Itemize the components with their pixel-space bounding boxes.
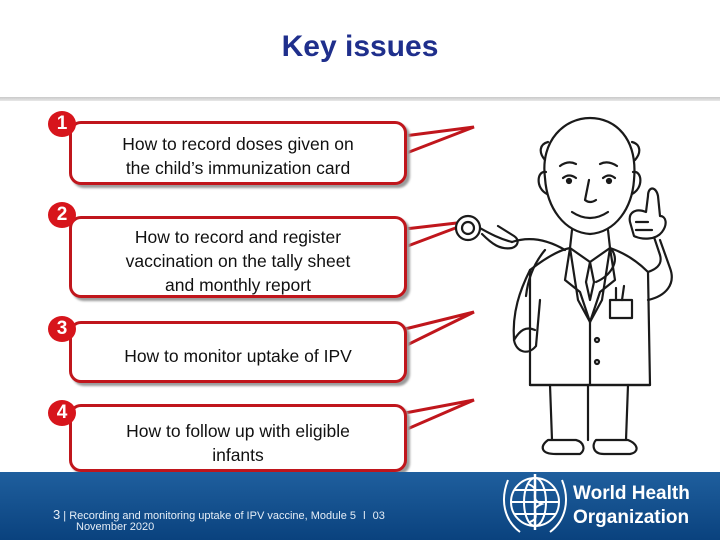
footer-date: November 2020 [76, 521, 155, 533]
issue-2-line-3: and monthly report [165, 275, 311, 295]
issue-number-3: 3 [48, 316, 76, 342]
footer-separator-2: l [363, 510, 366, 522]
issue-3-line-1: How to monitor uptake of IPV [124, 346, 352, 366]
who-logo-line-1: World Health [573, 483, 690, 504]
issue-number-2: 2 [48, 202, 76, 228]
issue-2-line-1: How to record and register [134, 227, 342, 247]
footer-separator: | [63, 510, 67, 522]
issue-1-line-1: How to record doses given on [122, 134, 354, 154]
issue-number-4: 4 [48, 400, 76, 426]
issue-4-line-1: How to follow up with eligible [126, 421, 350, 441]
footer-module-title: Recording and monitoring uptake of IPV vaccine, Module 5 [69, 510, 356, 522]
issue-number-1: 1 [48, 111, 76, 137]
who-logo-line-2: Organization [573, 507, 690, 528]
footer-module-code: 03 [372, 510, 385, 522]
who-logo-text [573, 482, 690, 530]
issue-1-line-2: the child’s immunization card [125, 158, 351, 178]
issue-4-line-2: infants [212, 445, 264, 465]
slide-title: Key issues [281, 30, 439, 63]
footer-page-number: 3 [53, 507, 61, 522]
issue-2-line-2: vaccination on the tally sheet [125, 251, 351, 271]
